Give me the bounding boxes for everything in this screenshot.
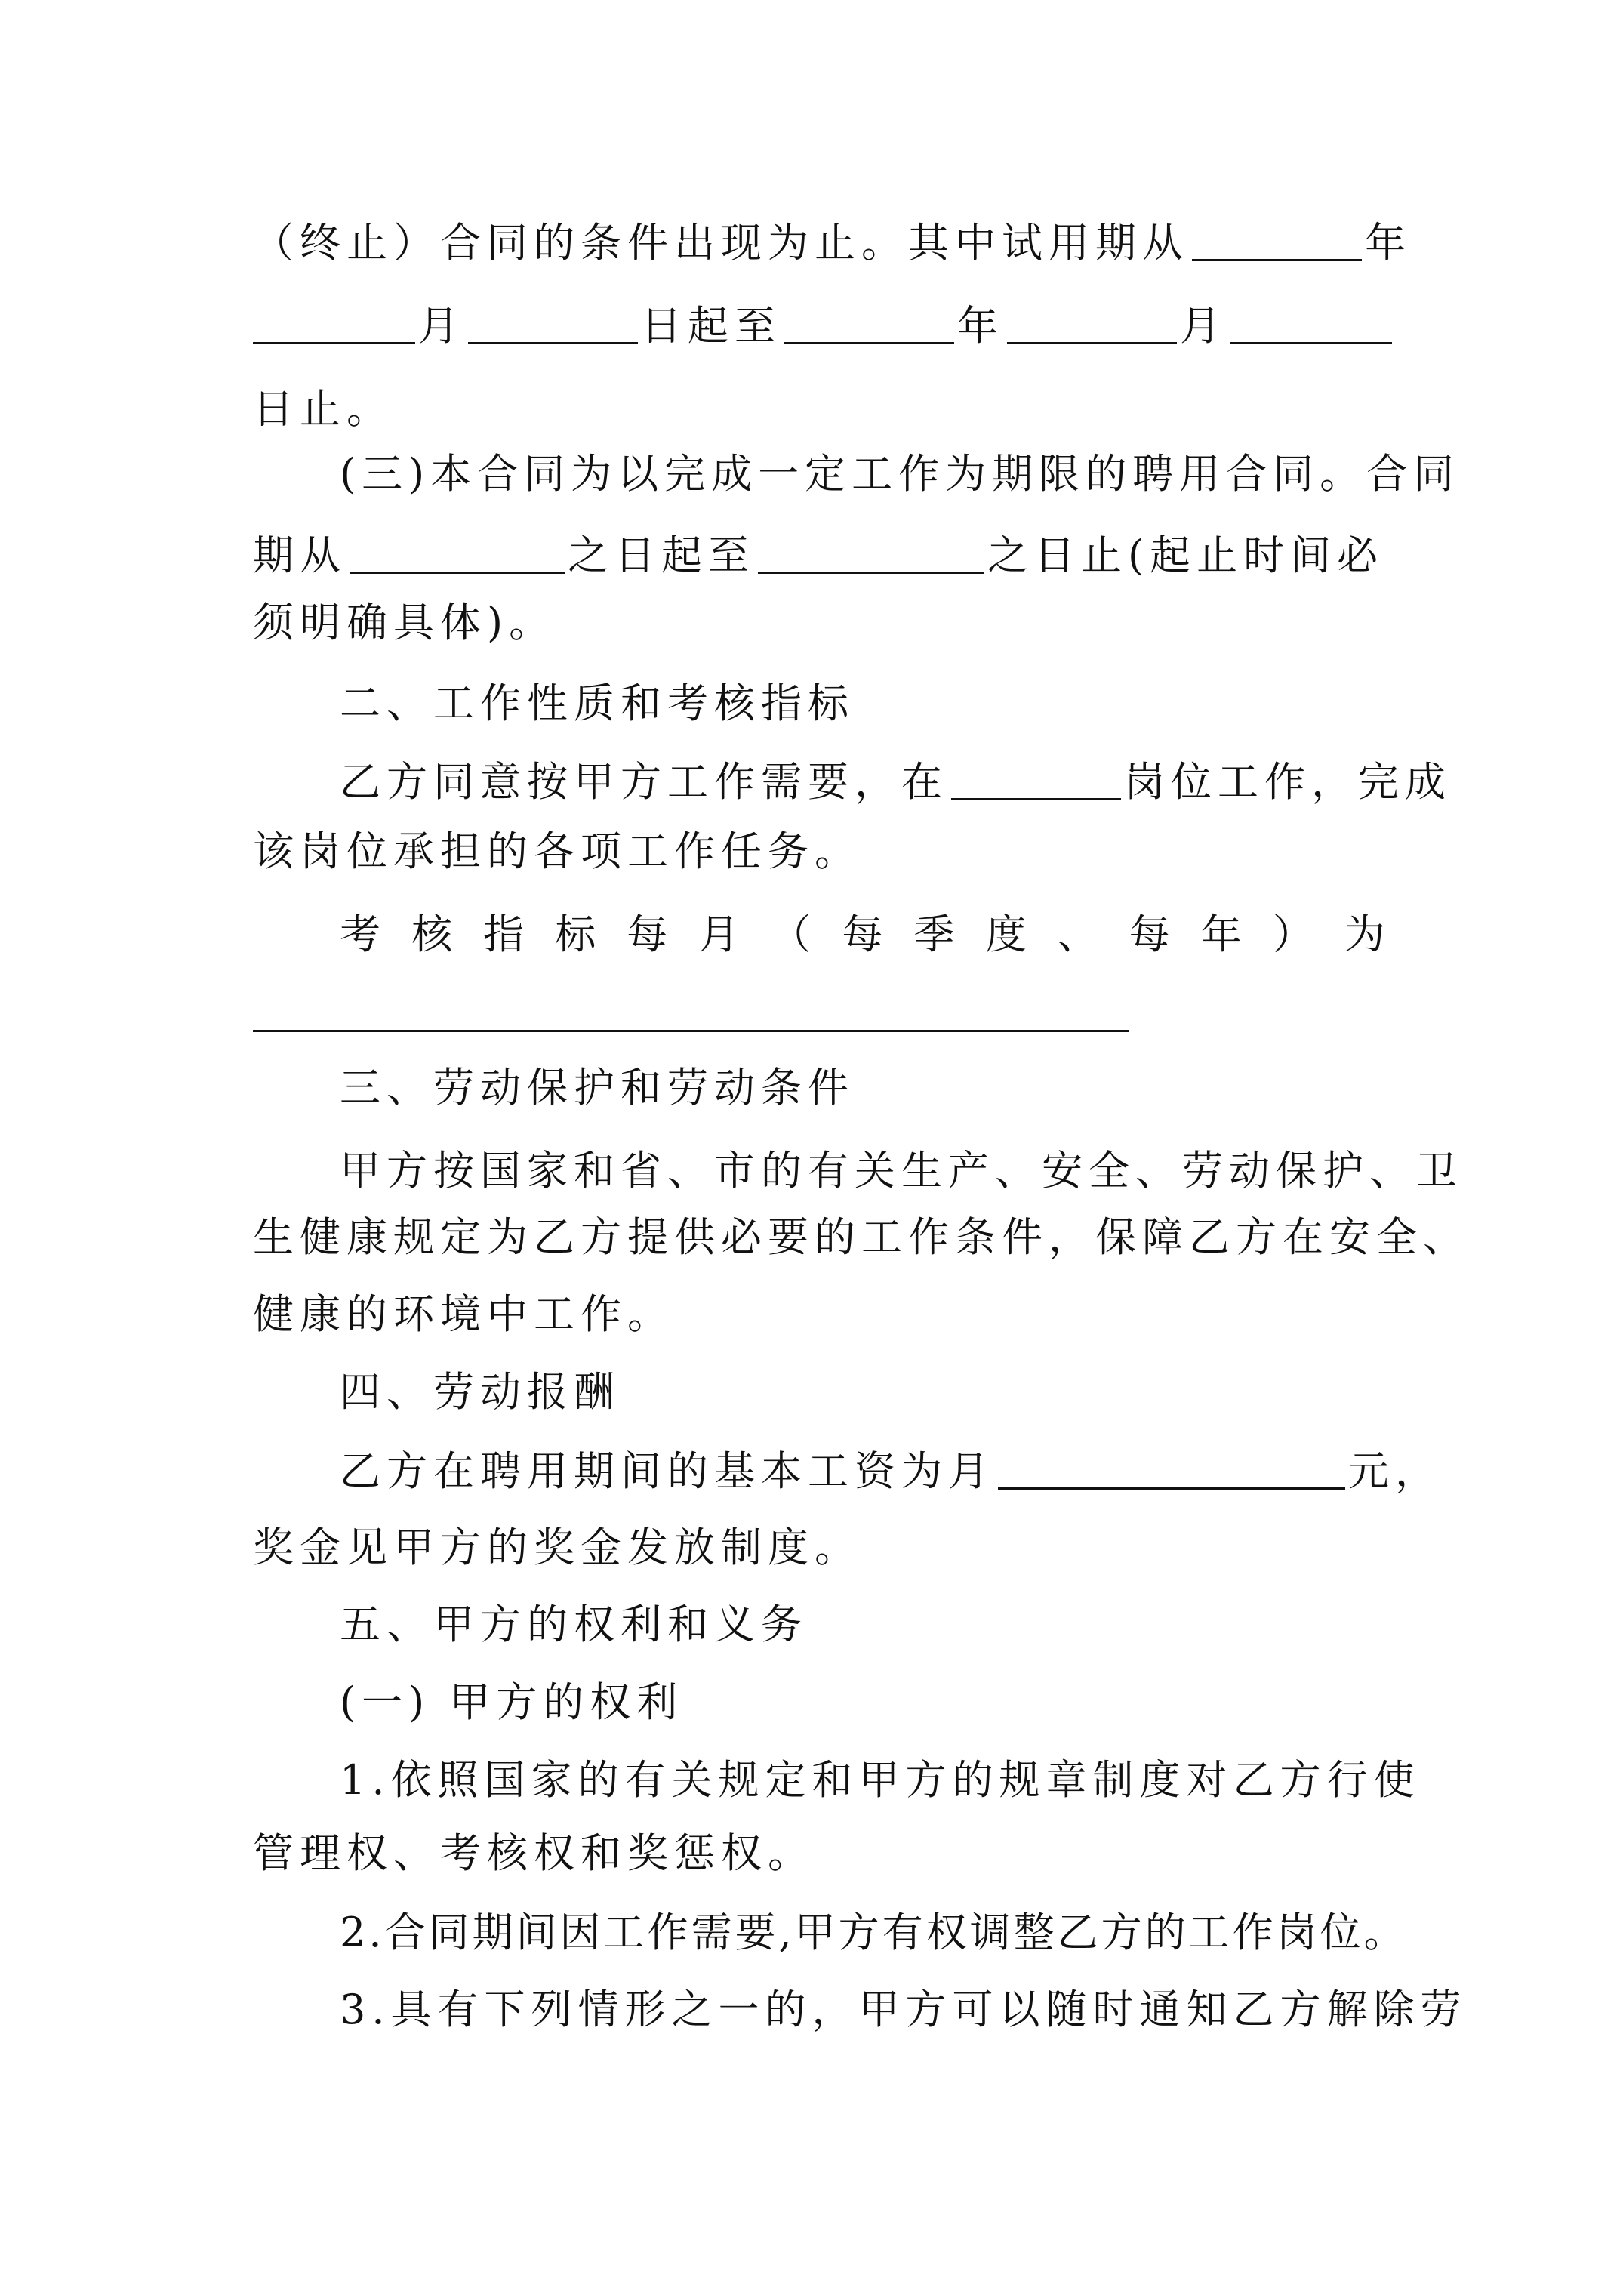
fill-in-blank xyxy=(998,1450,1345,1490)
text-run: 期从 xyxy=(253,532,346,579)
char: 月 xyxy=(698,911,740,958)
paragraph-line xyxy=(253,300,1385,353)
text-run: 之日止(起止时间必 xyxy=(987,532,1384,579)
fill-in-blank xyxy=(784,304,954,344)
char: 指 xyxy=(483,911,525,958)
fill-in-blank xyxy=(951,760,1121,800)
paragraph-line: 2.合同期间因工作需要,甲方有权调整乙方的工作岗位。 xyxy=(340,1909,1408,1956)
paragraph-line: 生健康规定为乙方提供必要的工作条件，保障乙方在安全、 xyxy=(253,1213,1470,1261)
char: 度 xyxy=(985,911,1027,958)
paragraph-line xyxy=(340,756,1472,809)
char: 每 xyxy=(1129,911,1170,958)
fill-in-blank xyxy=(1230,304,1392,344)
text-run: 月 xyxy=(418,302,465,350)
text-run: 乙方同意按甲方工作需要，在 xyxy=(340,758,948,806)
paragraph-line: 甲方按国家和省、市的有关生产、安全、劳动保护、卫 xyxy=(340,1147,1463,1194)
char: 年 xyxy=(1200,911,1242,958)
paragraph-line: 1.依照国家的有关规定和甲方的规章制度对乙方行使 xyxy=(340,1756,1421,1804)
paragraph-line xyxy=(253,529,1385,582)
char: 核 xyxy=(411,911,453,958)
text-run: （终止）合同的条件出现为止。其中试用期从 xyxy=(253,219,1189,267)
fill-in-blank xyxy=(253,304,415,344)
char: 、 xyxy=(1057,911,1098,958)
paragraph-line: 须明确具体)。 xyxy=(253,599,556,646)
text-run: 月 xyxy=(1180,302,1227,350)
paragraph-line: 日止。 xyxy=(253,385,393,433)
text-run: 岗位工作，完成 xyxy=(1124,758,1452,806)
char: （ xyxy=(770,911,812,958)
text-run: 年 xyxy=(957,302,1004,350)
text-run: 日起至 xyxy=(641,302,781,350)
fill-in-blank xyxy=(758,534,984,574)
char: 季 xyxy=(913,911,955,958)
section-heading: 四、劳动报酬 xyxy=(340,1368,621,1416)
char: 为 xyxy=(1344,911,1385,958)
fill-in-blank xyxy=(350,534,565,574)
justified-text xyxy=(340,908,1385,961)
paragraph-line: (三)本合同为以完成一定工作为期限的聘用合同。合同 xyxy=(340,450,1461,498)
fill-in-blank xyxy=(1007,304,1177,344)
paragraph-line: 3.具有下列情形之一的，甲方可以随时通知乙方解除劳 xyxy=(340,1986,1467,2033)
paragraph-line: 管理权、考核权和奖惩权。 xyxy=(253,1829,815,1877)
char: 每 xyxy=(627,911,668,958)
paragraph-line: 健康的环境中工作。 xyxy=(253,1290,674,1338)
text-run: 乙方在聘用期间的基本工资为月 xyxy=(340,1447,995,1495)
text-run: 元， xyxy=(1348,1447,1442,1495)
paragraph-line xyxy=(253,217,1412,270)
char: 标 xyxy=(555,911,596,958)
section-heading: 二、工作性质和考核指标 xyxy=(340,680,855,727)
sub-heading: (一) 甲方的权利 xyxy=(340,1678,684,1726)
fill-in-blank-long xyxy=(253,1030,1129,1032)
section-heading: 三、劳动保护和劳动条件 xyxy=(340,1064,855,1111)
text-run: 之日起至 xyxy=(568,532,755,579)
paragraph-line: 奖金见甲方的奖金发放制度。 xyxy=(253,1524,861,1571)
char: 考 xyxy=(340,911,380,958)
char: 每 xyxy=(842,911,883,958)
text-run: 年 xyxy=(1365,219,1412,267)
fill-in-blank xyxy=(1192,221,1362,261)
paragraph-line xyxy=(340,908,1472,961)
fill-in-blank xyxy=(468,304,638,344)
paragraph-line xyxy=(340,1445,1472,1498)
section-heading: 五、甲方的权利和义务 xyxy=(340,1601,808,1648)
char: ） xyxy=(1272,911,1313,958)
paragraph-line: 该岗位承担的各项工作任务。 xyxy=(253,827,861,875)
